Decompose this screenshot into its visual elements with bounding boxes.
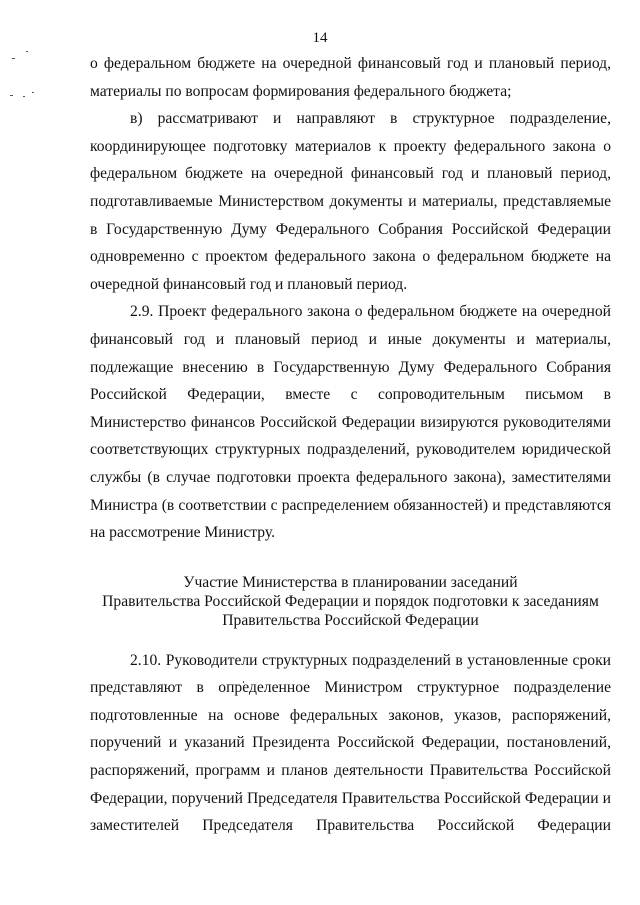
scan-artifact: [26, 51, 28, 52]
scan-artifact: [12, 58, 15, 59]
section-heading-line: Правительства Российской Федерации и порядок подготовки к заседаниям: [102, 592, 599, 610]
paragraph-2-9: 2.9. Проект федерального закона о федеральном бюджете на очередной финансовый год и плановый период и иные документы и материалы, подлежащие внесению в Государственную Думу Федерального Собрания Российской Федерации, вместе с сопроводительным письмом в Министерство финансов Российской Федерации визируются руководителями соответствующих структурных подразделений, руководителем юридической службы (в случае подготовки проекта федерального закона), заместителями Министра (в соответствии с распределением обязанностей) и представляются на рассмотрение Министру.: [90, 303, 611, 542]
section-heading: [90, 573, 611, 630]
paragraph-2-10: 2.10. Руководители структурных подразделений в установленные сроки представляют в определенное Министром структурное подразделение подготовленные на основе федеральных законов, указов, распоряжений, поручений и указаний Президента Российской Федерации, постановлений, распоряжений, программ и планов деятельности Правительства Российской Федерации, поручений Председателя Правительства Российской Федерации и заместителей Председателя Правительства Российской Федерации: [90, 651, 611, 835]
document-body: [90, 50, 611, 840]
scan-artifact: [32, 92, 34, 93]
paragraph-continuation: о федеральном бюджете на очередной финансовый год и плановый период, материалы по вопросам формирования федерального бюджета;: [90, 55, 611, 100]
section-heading-line: Правительства Российской Федерации: [222, 611, 479, 629]
scan-artifact: [10, 95, 13, 96]
page-number: 14: [312, 30, 328, 46]
section-heading-line: Участие Министерства в планировании заседаний: [183, 573, 518, 591]
paragraph-item-v: в) рассматривают и направляют в структурное подразделение, координирующее подготовку материалов к проекту федерального закона о федеральном бюджете на очередной финансовый год и плановый период, подготавливаемые Министерством документы и материалы, представляемые в Государственную Думу Федерального Собрания Российской Федерации одновременно с проектом федерального закона о федеральном бюджете на очередной финансовый год и плановый период.: [90, 110, 611, 293]
scan-artifact: [23, 96, 25, 97]
